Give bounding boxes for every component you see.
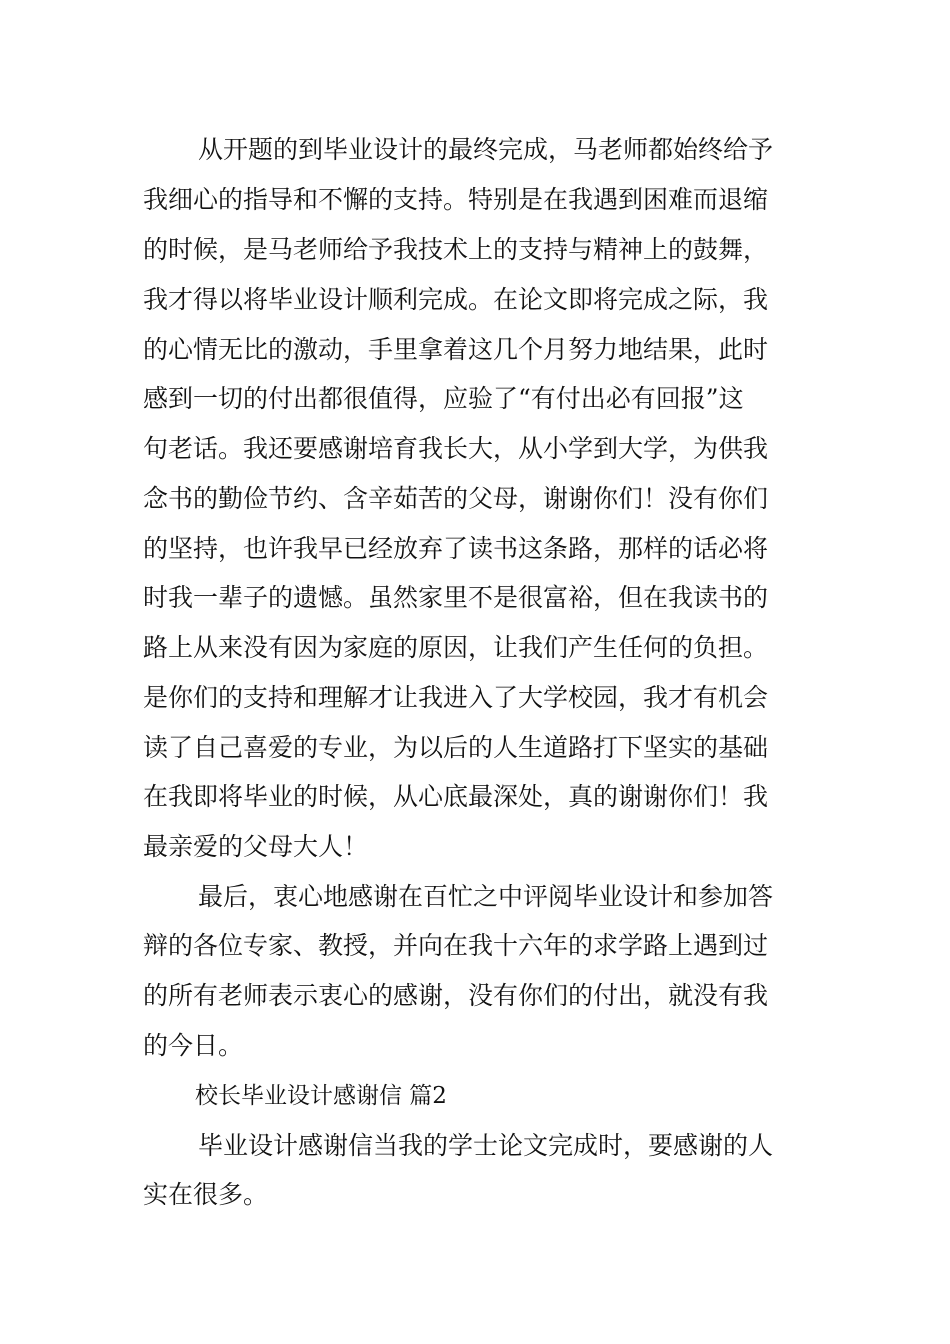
body-text-line: 从开题的到毕业设计的最终完成，马老师都始终给予	[198, 135, 774, 164]
body-text-line: 的心情无比的激动，手里拿着这几个月努力地结果，此时	[143, 335, 769, 364]
body-text-line: 是你们的支持和理解才让我进入了大学校园，我才有机会	[143, 683, 769, 712]
body-text-line: 在我即将毕业的时候，从心底最深处，真的谢谢你们！我	[143, 782, 769, 811]
body-text-line: 我才得以将毕业设计顺利完成。在论文即将完成之际，我	[143, 285, 769, 314]
body-text-line: 我细心的指导和不懈的支持。特别是在我遇到困难而退缩	[143, 185, 769, 214]
body-text-line: 感到一切的付出都很值得，应验了“有付出必有回报”这	[143, 384, 744, 413]
body-text-line: 句老话。我还要感谢培育我长大，从小学到大学，为供我	[143, 434, 769, 463]
body-text-line: 的坚持，也许我早已经放弃了读书这条路，那样的话必将	[143, 534, 769, 563]
body-text-line: 辩的各位专家、教授，并向在我十六年的求学路上遇到过	[143, 931, 769, 960]
section-heading: 校长毕业设计感谢信 篇2	[195, 1083, 447, 1109]
body-text-line: 的今日。	[143, 1031, 244, 1060]
body-text-line: 的时候，是马老师给予我技术上的支持与精神上的鼓舞，	[143, 235, 769, 264]
body-text-line: 实在很多。	[143, 1180, 269, 1209]
body-text-line: 路上从来没有因为家庭的原因，让我们产生任何的负担。	[143, 633, 769, 662]
body-text-line: 读了自己喜爱的专业，为以后的人生道路打下坚实的基础	[143, 733, 769, 762]
body-text-line: 念书的勤俭节约、含辛茹苦的父母，谢谢你们！没有你们	[143, 484, 769, 513]
body-text-line: 毕业设计感谢信当我的学士论文完成时，要感谢的人	[198, 1131, 774, 1160]
body-text-line: 的所有老师表示衷心的感谢，没有你们的付出，就没有我	[143, 981, 769, 1010]
body-text-line: 最后，衷心地感谢在百忙之中评阅毕业设计和参加答	[198, 882, 774, 911]
body-text-line: 最亲爱的父母大人！	[143, 832, 369, 861]
body-text-line: 时我一辈子的遗憾。虽然家里不是很富裕，但在我读书的	[143, 583, 769, 612]
